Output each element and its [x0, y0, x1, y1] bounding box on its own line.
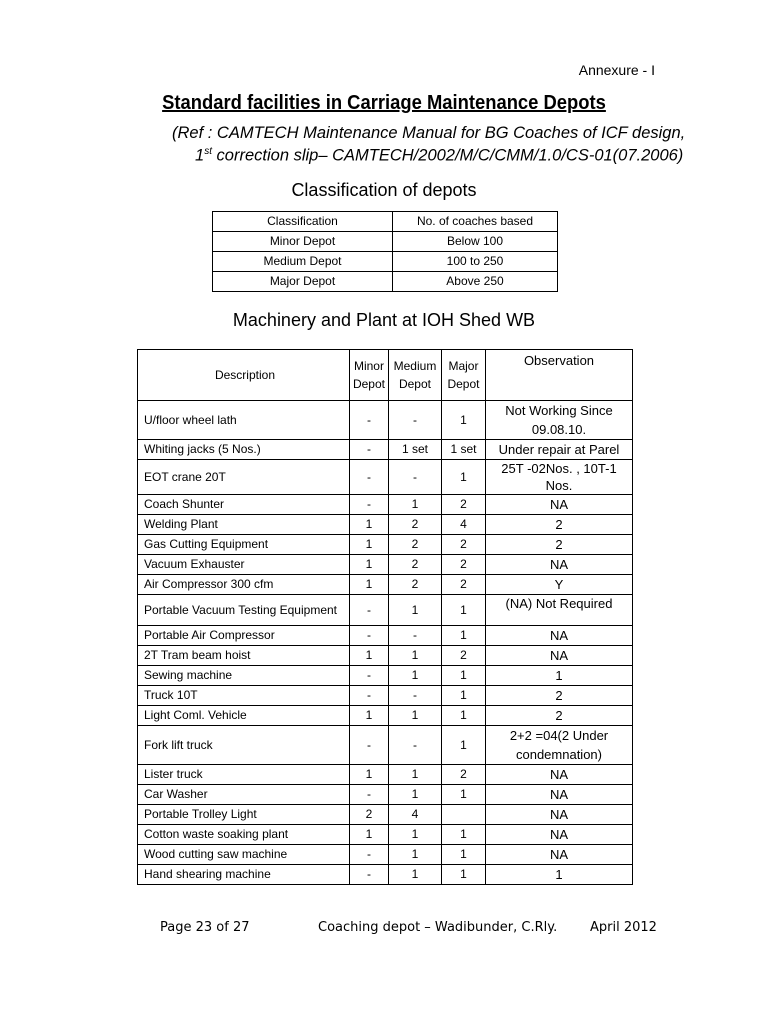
major-depot-cell: 1 — [441, 706, 485, 726]
major-depot-cell: 1 — [441, 401, 485, 440]
major-depot-cell: 2 — [441, 765, 485, 785]
description-cell: Car Washer — [138, 785, 350, 805]
machinery-header-row — [138, 350, 633, 401]
observation-cell: 25T -02Nos. , 10T-1 Nos. — [485, 460, 632, 495]
minor-depot-cell: - — [349, 495, 388, 515]
medium-depot-cell: 1 — [389, 666, 442, 686]
observation-cell: Not Working Since 09.08.10. — [485, 401, 632, 440]
medium-depot-cell: 1 — [389, 845, 442, 865]
medium-depot-cell: 2 — [389, 575, 442, 595]
medium-depot-cell: 1 set — [389, 440, 442, 460]
table-row — [138, 805, 633, 825]
description-cell: Portable Trolley Light — [138, 805, 350, 825]
minor-depot-cell: - — [349, 726, 388, 765]
observation-cell: 2 — [485, 706, 632, 726]
table-row — [138, 785, 633, 805]
table-row — [138, 401, 633, 440]
medium-depot-cell: 1 — [389, 865, 442, 885]
medium-depot-header — [389, 350, 442, 401]
observation-cell: (NA) Not Required — [485, 595, 632, 626]
description-cell: Vacuum Exhauster — [138, 555, 350, 575]
medium-depot-cell: 2 — [389, 515, 442, 535]
medium-depot-cell: 1 — [389, 765, 442, 785]
table-row — [138, 706, 633, 726]
classification-cell: Medium Depot — [213, 252, 393, 272]
minor-depot-cell: - — [349, 865, 388, 885]
classification-row — [213, 232, 558, 252]
coaches-cell: Above 250 — [393, 272, 558, 292]
major-depot-cell: 1 set — [441, 440, 485, 460]
observation-cell: 2 — [485, 686, 632, 706]
medium-header-line-1: Medium — [393, 359, 437, 373]
observation-cell: NA — [485, 765, 632, 785]
minor-depot-cell: 1 — [349, 515, 388, 535]
minor-header-line-1: Minor — [353, 359, 384, 373]
medium-depot-cell: 1 — [389, 785, 442, 805]
medium-depot-cell: 1 — [389, 646, 442, 666]
reference-number: 1 — [195, 146, 205, 165]
table-row — [138, 595, 633, 626]
description-cell: Welding Plant — [138, 515, 350, 535]
classification-row — [213, 272, 558, 292]
major-depot-cell: 1 — [441, 865, 485, 885]
description-cell: Lister truck — [138, 765, 350, 785]
description-cell: Coach Shunter — [138, 495, 350, 515]
coaches-cell: Below 100 — [393, 232, 558, 252]
machinery-heading: Machinery and Plant at IOH Shed WB — [232, 310, 536, 330]
coaches-header-cell: No. of coaches based — [393, 212, 558, 232]
footer-page-number: Page 23 of 27 — [160, 920, 250, 935]
major-depot-cell: 2 — [441, 535, 485, 555]
medium-depot-cell: - — [389, 686, 442, 706]
table-row — [138, 440, 633, 460]
document-title: Standard facilities in Carriage Maintenance Depots — [162, 92, 606, 114]
table-row — [138, 460, 633, 495]
major-depot-cell: 1 — [441, 726, 485, 765]
major-depot-cell: 4 — [441, 515, 485, 535]
description-cell: Wood cutting saw machine — [138, 845, 350, 865]
classification-cell: Minor Depot — [213, 232, 393, 252]
major-depot-cell: 1 — [441, 785, 485, 805]
major-header-line-1: Major — [448, 359, 479, 373]
footer-date: April 2012 — [590, 920, 657, 935]
medium-header-line-2: Depot — [398, 377, 431, 391]
description-cell: Gas Cutting Equipment — [138, 535, 350, 555]
table-row — [138, 555, 633, 575]
minor-depot-cell: 2 — [349, 805, 388, 825]
description-cell: U/floor wheel lath — [138, 401, 350, 440]
observation-cell: 2 — [485, 515, 632, 535]
medium-depot-cell: - — [389, 460, 442, 495]
minor-depot-cell: - — [349, 460, 388, 495]
minor-depot-cell: - — [349, 626, 388, 646]
classification-table — [212, 211, 558, 292]
major-depot-cell: 2 — [441, 495, 485, 515]
description-cell: Truck 10T — [138, 686, 350, 706]
major-depot-cell: 1 — [441, 825, 485, 845]
reference-line-2 — [195, 146, 683, 166]
medium-depot-cell: - — [389, 726, 442, 765]
table-row — [138, 845, 633, 865]
observation-cell: NA — [485, 626, 632, 646]
minor-depot-cell: - — [349, 785, 388, 805]
medium-depot-cell: 1 — [389, 825, 442, 845]
observation-cell: 2 — [485, 535, 632, 555]
medium-depot-cell: 2 — [389, 535, 442, 555]
classification-header-cell: Classification — [213, 212, 393, 232]
description-cell: Whiting jacks (5 Nos.) — [138, 440, 350, 460]
medium-depot-cell: 4 — [389, 805, 442, 825]
observation-cell: NA — [485, 785, 632, 805]
table-row — [138, 686, 633, 706]
minor-depot-cell: 1 — [349, 825, 388, 845]
medium-depot-cell: 2 — [389, 555, 442, 575]
minor-depot-cell: 1 — [349, 765, 388, 785]
table-row — [138, 515, 633, 535]
description-cell: Portable Vacuum Testing Equipment — [138, 595, 350, 626]
minor-depot-cell: 1 — [349, 646, 388, 666]
table-row — [138, 626, 633, 646]
minor-header-line-2: Depot — [352, 377, 385, 391]
reference-line-1: (Ref : CAMTECH Maintenance Manual for BG Coaches of ICF design, — [172, 124, 686, 142]
description-cell: Light Coml. Vehicle — [138, 706, 350, 726]
table-row — [138, 666, 633, 686]
description-header: Description — [138, 350, 350, 401]
minor-depot-cell: - — [349, 401, 388, 440]
major-depot-cell: 2 — [441, 646, 485, 666]
major-depot-cell: 1 — [441, 666, 485, 686]
major-header-line-2: Depot — [447, 377, 480, 391]
description-cell: Cotton waste soaking plant — [138, 825, 350, 845]
observation-cell: 2+2 =04(2 Under condemnation) — [485, 726, 632, 765]
table-row — [138, 865, 633, 885]
table-row — [138, 765, 633, 785]
medium-depot-cell: 1 — [389, 706, 442, 726]
description-cell: EOT crane 20T — [138, 460, 350, 495]
machinery-table-body — [138, 401, 633, 885]
classification-heading: Classification of depots — [291, 180, 477, 200]
description-cell: Air Compressor 300 cfm — [138, 575, 350, 595]
observation-cell: Under repair at Parel — [485, 440, 632, 460]
major-depot-cell: 1 — [441, 626, 485, 646]
observation-header: Observation — [485, 350, 632, 401]
observation-cell: NA — [485, 805, 632, 825]
observation-cell: NA — [485, 555, 632, 575]
description-cell: Fork lift truck — [138, 726, 350, 765]
minor-depot-cell: - — [349, 845, 388, 865]
observation-cell: 1 — [485, 865, 632, 885]
table-row — [138, 575, 633, 595]
minor-depot-cell: - — [349, 595, 388, 626]
table-row — [138, 535, 633, 555]
classification-cell: Major Depot — [213, 272, 393, 292]
major-depot-cell — [441, 805, 485, 825]
annexure-label: Annexure - I — [578, 62, 655, 78]
observation-cell: NA — [485, 845, 632, 865]
table-row — [138, 825, 633, 845]
observation-cell: 1 — [485, 666, 632, 686]
medium-depot-cell: - — [389, 401, 442, 440]
machinery-table — [137, 349, 633, 885]
major-depot-cell: 1 — [441, 460, 485, 495]
coaches-cell: 100 to 250 — [393, 252, 558, 272]
major-depot-cell: 1 — [441, 686, 485, 706]
table-row — [138, 726, 633, 765]
table-row — [138, 646, 633, 666]
reference-superscript: st — [204, 146, 212, 157]
observation-cell: NA — [485, 495, 632, 515]
observation-cell: NA — [485, 825, 632, 845]
major-depot-cell: 1 — [441, 845, 485, 865]
minor-depot-cell: 1 — [349, 706, 388, 726]
classification-header-row — [213, 212, 558, 232]
major-depot-cell: 1 — [441, 595, 485, 626]
medium-depot-cell: 1 — [389, 595, 442, 626]
minor-depot-cell: 1 — [349, 555, 388, 575]
observation-cell: Y — [485, 575, 632, 595]
footer-title: Coaching depot – Wadibunder, C.Rly. — [318, 920, 558, 935]
description-cell: 2T Tram beam hoist — [138, 646, 350, 666]
minor-depot-header — [349, 350, 388, 401]
minor-depot-cell: - — [349, 686, 388, 706]
minor-depot-cell: 1 — [349, 535, 388, 555]
minor-depot-cell: 1 — [349, 575, 388, 595]
table-row — [138, 495, 633, 515]
description-cell: Hand shearing machine — [138, 865, 350, 885]
major-depot-header — [441, 350, 485, 401]
description-cell: Portable Air Compressor — [138, 626, 350, 646]
major-depot-cell: 2 — [441, 555, 485, 575]
observation-cell: NA — [485, 646, 632, 666]
major-depot-cell: 2 — [441, 575, 485, 595]
reference-text: correction slip– CAMTECH/2002/M/C/CMM/1.0/CS-01(07.2006) — [211, 146, 684, 165]
medium-depot-cell: - — [389, 626, 442, 646]
minor-depot-cell: - — [349, 440, 388, 460]
minor-depot-cell: - — [349, 666, 388, 686]
medium-depot-cell: 1 — [389, 495, 442, 515]
classification-row — [213, 252, 558, 272]
description-cell: Sewing machine — [138, 666, 350, 686]
